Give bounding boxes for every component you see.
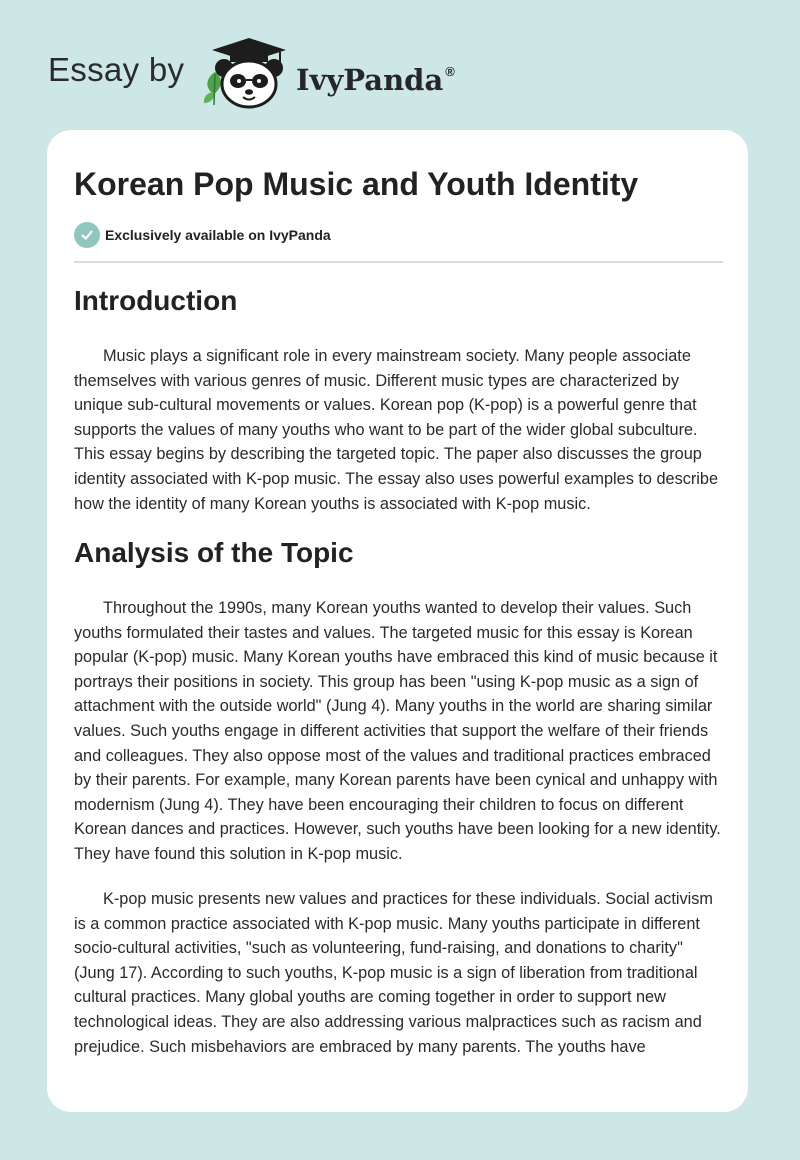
essay-title: Korean Pop Music and Youth Identity bbox=[74, 166, 639, 202]
brand-name[interactable] bbox=[296, 54, 455, 98]
exclusive-badge bbox=[74, 222, 331, 248]
site-header bbox=[0, 0, 800, 130]
registered-mark: ® bbox=[445, 64, 455, 79]
exclusive-label: Exclusively available on IvyPanda bbox=[105, 227, 331, 243]
brand-name-text: IvyPanda bbox=[296, 63, 444, 97]
brand-prefix: Essay by bbox=[48, 51, 185, 88]
title-divider bbox=[74, 261, 723, 263]
check-circle-icon bbox=[74, 222, 100, 248]
section-heading-introduction: Introduction bbox=[74, 285, 238, 316]
paragraph: Music plays a significant role in every mainstream society. Many people associate themselves with various genres of music. Different music types are characterized by unique sub-cultural movements or values. Korean pop (K-pop) is a powerful genre that supports the values of many youths who want to be part of the wider global subculture. This essay begins by describing the targeted topic. The paper also discusses the group identity associated with K-pop music. The essay also uses powerful examples to describe how the identity of many Korean youths is associated with K-pop music. bbox=[74, 347, 719, 513]
paragraph: K-pop music presents new values and practices for these individuals. Social activism is a common practice associated with K-pop music. Many youths participate in different socio-cultural activities, "such as volunteering, fund-raising, and donations to charity" (Jung 17). According to such youths, K-pop music is a sign of liberation from traditional cultural practices. Many global youths are coming together in order to support new technological ideas. They are also addressing various malpractices such as racism and prejudice. Such misbehaviors are embraced by many parents. The youths have bbox=[74, 890, 713, 1056]
essay-card bbox=[47, 130, 748, 1112]
section-heading-analysis: Analysis of the Topic bbox=[74, 537, 354, 568]
paragraph: Throughout the 1990s, many Korean youths wanted to develop their values. Such youths formulated their tastes and values. The targeted music for this essay is Korean popular (K-pop) music. Many Korean youths have embraced this kind of music because it portrays their positions in society. This group has been "using K-pop music as a sign of attachment with the outside world" (Jung 4). Many youths in the world are sharing similar values. Such youths engage in different activities that support the welfare of their friends and colleagues. They also oppose most of the values and traditional practices embraced by their parents. For example, many Korean parents have been cynical and unhappy with modernism (Jung 4). They have been encouraging their children to focus on different Korean dances and practices. However, such youths have been looking for a new identity. They have found this solution in K-pop music. bbox=[74, 599, 721, 863]
ivypanda-logo-icon[interactable] bbox=[206, 34, 292, 110]
